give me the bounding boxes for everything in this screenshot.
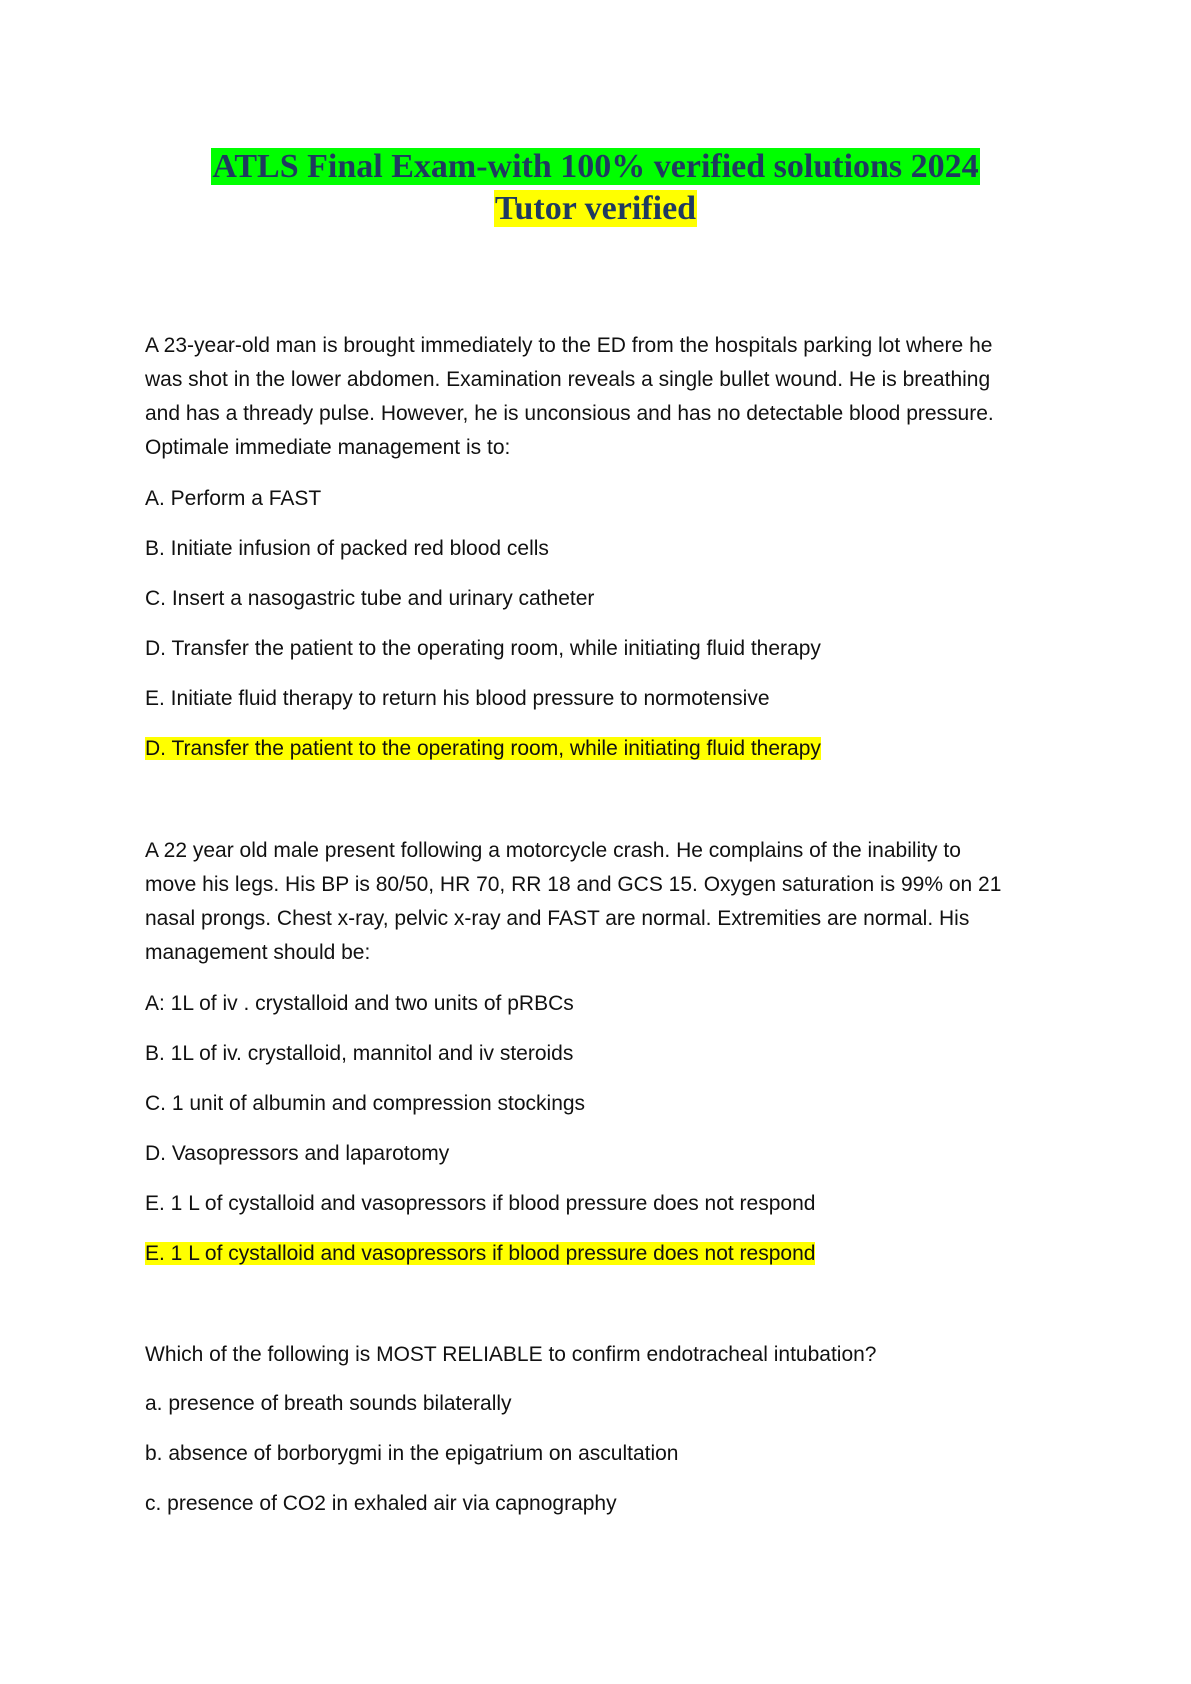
question-2-stem (145, 834, 1065, 970)
question-stem-line: was shot in the lower abdomen. Examination reveals a single bullet wound. He is breathing (145, 368, 991, 391)
question-1-option-c: C. Insert a nasogastric tube and urinary catheter (145, 587, 595, 610)
question-stem-line: Which of the following is MOST RELIABLE to confirm endotracheal intubation? (145, 1343, 877, 1366)
question-stem-line: and has a thready pulse. However, he is unconsious and has no detectable blood pressure. (145, 402, 994, 425)
question-2-answer (145, 1241, 1065, 1267)
question-stem-line: A 22 year old male present following a motorcycle crash. He complains of the inability to (145, 839, 961, 862)
answer-highlight: E. 1 L of cystalloid and vasopressors if blood pressure does not respond (145, 1242, 816, 1265)
question-1-stem (145, 329, 1065, 465)
question-stem-line: A 23-year-old man is brought immediately to the ED from the hospitals parking lot where he (145, 334, 993, 357)
answer-highlight: D. Transfer the patient to the operating room, while initiating fluid therapy (145, 737, 821, 760)
title-line-2: Tutor verified (494, 190, 697, 227)
question-3-option-c: c. presence of CO2 in exhaled air via capnography (145, 1492, 617, 1515)
document-title (0, 146, 1191, 230)
question-stem-line: Optimale immediate management is to: (145, 436, 511, 459)
question-2-option-d: D. Vasopressors and laparotomy (145, 1142, 450, 1165)
question-2-option-a: A: 1L of iv . crystalloid and two units of pRBCs (145, 992, 574, 1015)
question-3-stem (145, 1338, 1065, 1372)
question-stem-line: nasal prongs. Chest x-ray, pelvic x-ray and FAST are normal. Extremities are normal. His (145, 907, 970, 930)
question-stem-line: management should be: (145, 941, 371, 964)
question-3-option-b: b. absence of borborygmi in the epigatrium on ascultation (145, 1442, 679, 1465)
question-1-option-e: E. Initiate fluid therapy to return his blood pressure to normotensive (145, 687, 770, 710)
question-1-option-d: D. Transfer the patient to the operating room, while initiating fluid therapy (145, 637, 821, 660)
title-line-1: ATLS Final Exam-with 100% verified solutions 2024 (212, 148, 979, 185)
question-2-option-c: C. 1 unit of albumin and compression stockings (145, 1092, 586, 1115)
question-1-option-a: A. Perform a FAST (145, 487, 322, 510)
question-3-option-a: a. presence of breath sounds bilaterally (145, 1392, 512, 1415)
question-1-answer (145, 736, 1065, 762)
question-1-option-b: B. Initiate infusion of packed red blood cells (145, 537, 549, 560)
question-2-option-b: B. 1L of iv. crystalloid, mannitol and iv steroids (145, 1042, 574, 1065)
question-2-option-e: E. 1 L of cystalloid and vasopressors if blood pressure does not respond (145, 1192, 816, 1215)
question-stem-line: move his legs. His BP is 80/50, HR 70, RR 18 and GCS 15. Oxygen saturation is 99% on 21 (145, 873, 1002, 896)
